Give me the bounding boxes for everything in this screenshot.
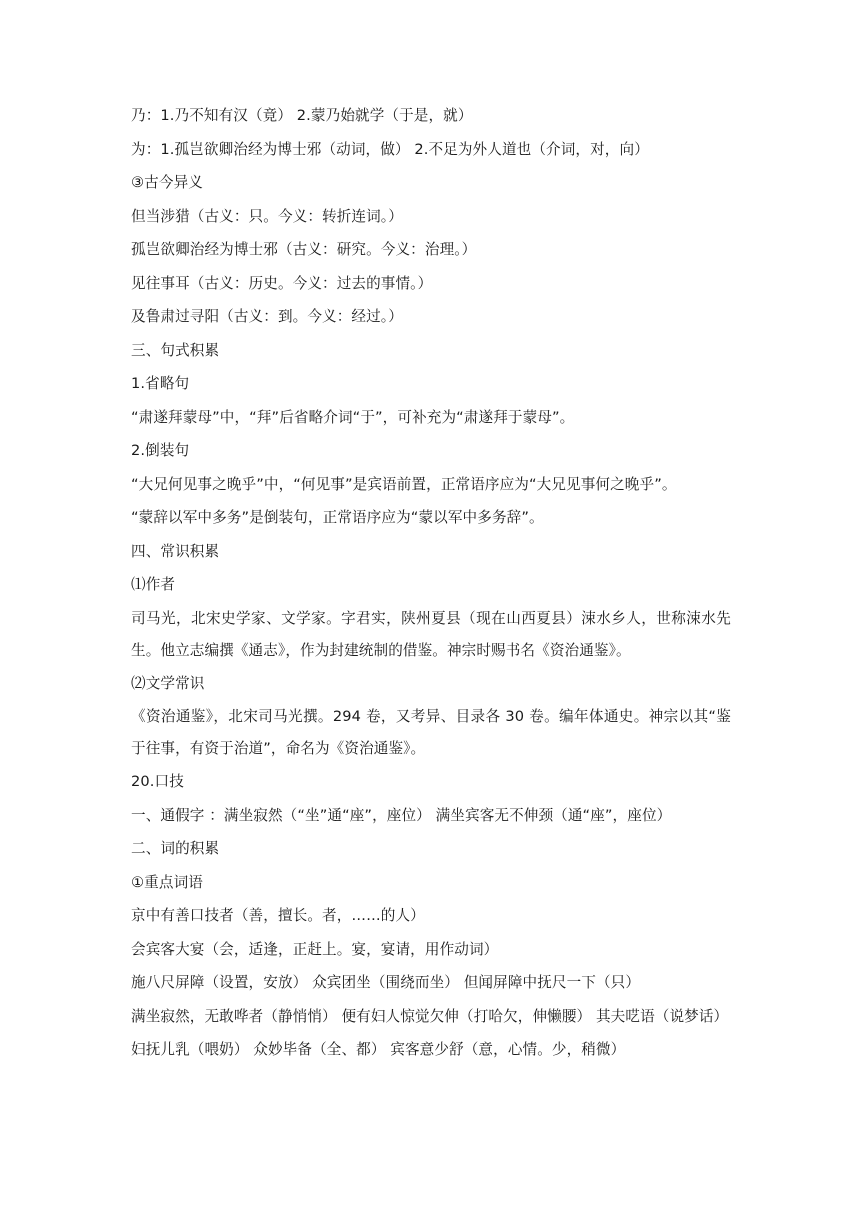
section-heading: 四、常识积累	[131, 542, 220, 560]
text-line: 京中有善口技者（善，擅长。者，……的人）	[131, 907, 425, 924]
text-line: “大兄何见事之晚乎”中，“何见事”是宾语前置，正常语序应为“大兄见事何之晚乎”。	[131, 475, 677, 493]
text-line: 施八尺屏障（设置，安放） 众宾团坐（围绕而坐） 但闻屏障中抚尺一下（只）	[131, 974, 641, 991]
paragraph: 满坐寂然，无敢哗者（静悄悄） 便有妇人惊觉欠伸（打哈欠，伸懒腰） 其夫呓语（说梦话）	[131, 1007, 729, 1025]
text-line: 妇抚儿乳（喂奶） 众妙毕备（全、都） 宾客意少舒（意，心情。少，稍微）	[131, 1040, 626, 1058]
section-subheading: ①重点词语	[131, 873, 203, 891]
section-subheading: 1.省略句	[131, 375, 190, 392]
paragraph: 《资治通鉴》，北宋司马光撰。294 卷，又考异、目录各 30 卷。编年体通史。神宗以其“鉴于往事，有资于治道”，命名为《资治通鉴》。	[131, 708, 731, 757]
text-line: 见往事耳（古义：历史。今义：过去的事情。）	[131, 274, 433, 292]
section-subheading: ⑵文学常识	[131, 674, 205, 692]
text-line: 乃：1.乃不知有汉（竟） 2.蒙乃始就学（于是，就）	[131, 107, 473, 124]
text-line: 为：1.孤岂欲卿治经为博士邪（动词，做） 2.不足为外人道也（介词，对，向）	[131, 140, 649, 158]
text-line: “蒙辞以军中多务”是倒装句，正常语序应为“蒙以军中多务辞”。	[131, 509, 544, 526]
section-heading: 二、词的积累	[131, 840, 220, 857]
section-subheading: ⑴作者	[131, 576, 176, 593]
text-line: 及鲁肃过寻阳（古义：到。今义：经过。）	[131, 308, 403, 325]
document-page	[131, 106, 731, 1073]
paragraph: 司马光，北宋史学家、文学家。字君实，陕州夏县（现在山西夏县）涑水乡人，世称涑水先生。他立志编撰《通志》，作为封建统制的借鉴。神宗时赐书名《资治通鉴》。	[131, 609, 731, 659]
text-line: “肃遂拜蒙母”中，“拜”后省略介词“于”，可补充为“肃遂拜于蒙母”。	[131, 408, 575, 426]
text-line: 会宾客大宴（会，适逢，正赶上。宴，宴请，用作动词）	[131, 940, 499, 958]
text-line: 一、通假字 ：满坐寂然（“坐”通“座”，座位） 满坐宾客无不伸颈（通“座”，座位）	[131, 806, 672, 824]
text-line: 但当涉猎（古义：只。今义：转折连词。）	[131, 207, 403, 225]
lesson-title: 20.口技	[131, 773, 184, 790]
text-line: 孤岂欲卿治经为博士邪（古义：研究。今义：治理。）	[131, 241, 477, 258]
section-subheading: ③古今异义	[131, 174, 203, 191]
section-subheading: 2.倒装句	[131, 442, 190, 459]
section-heading: 三、句式积累	[131, 341, 220, 359]
